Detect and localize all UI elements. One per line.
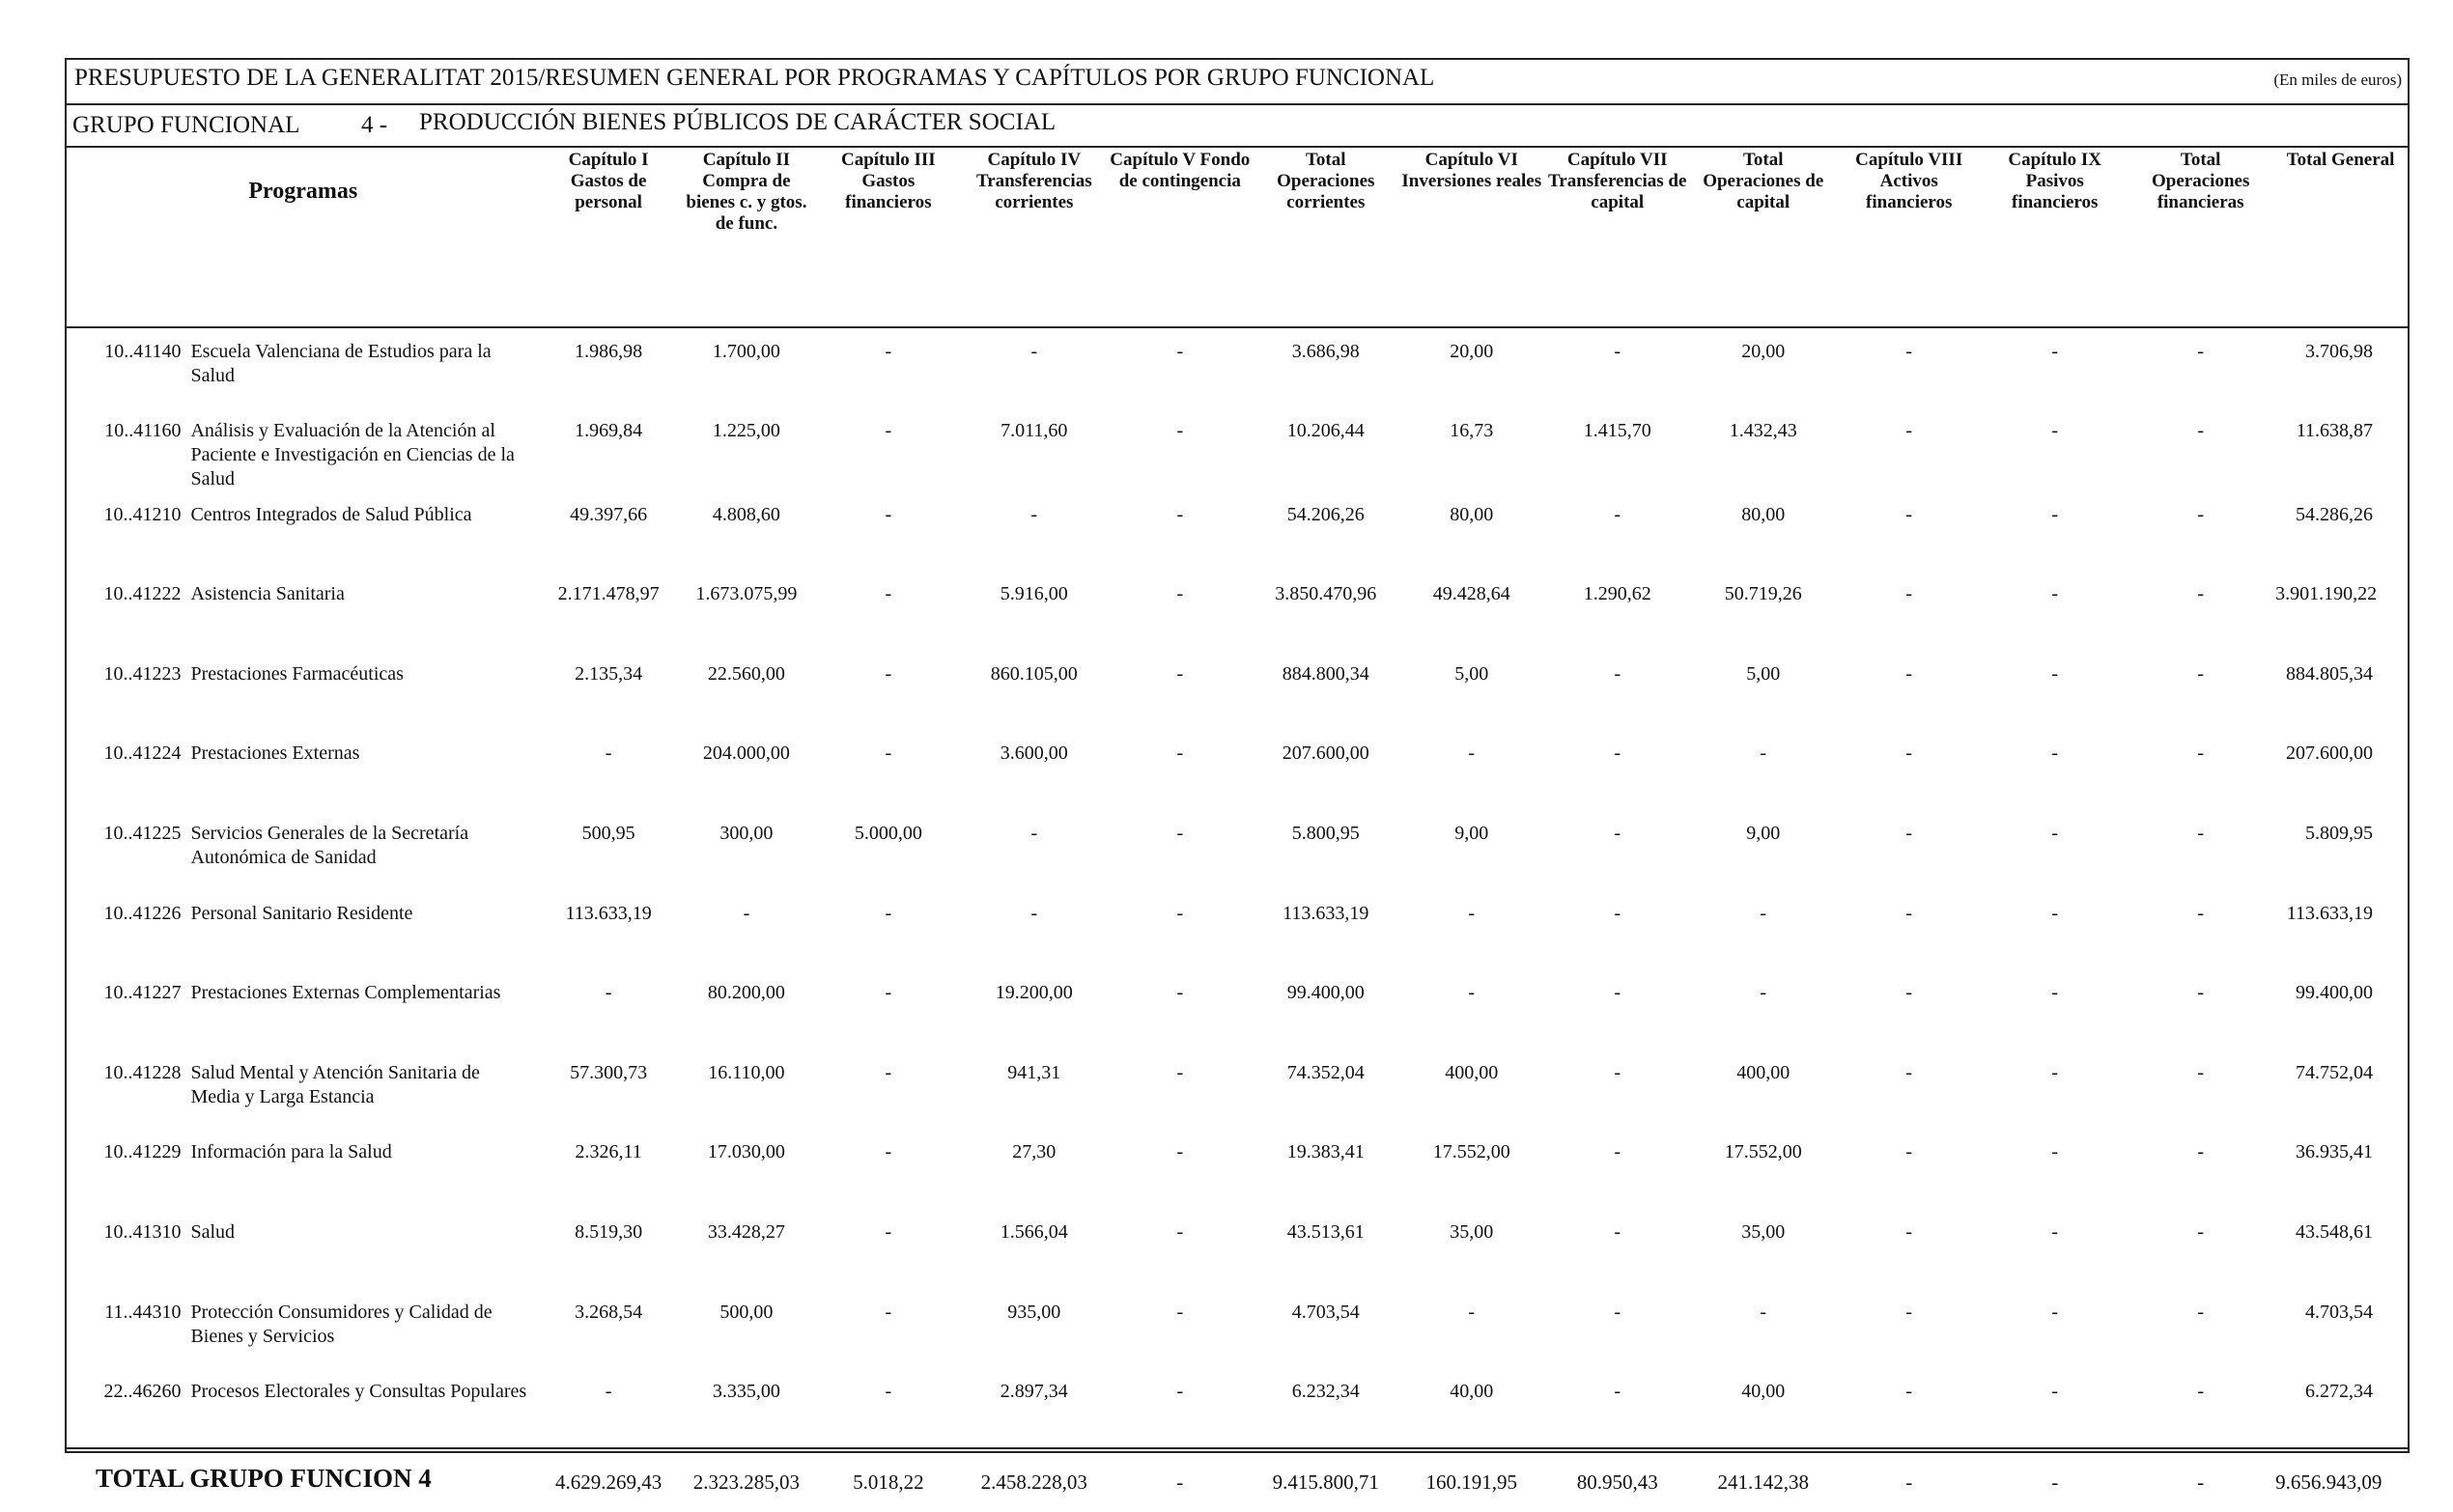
amount-cell: -: [1176, 1220, 1184, 1243]
title-row: [67, 60, 2408, 105]
amount-cell: -: [1905, 1301, 1913, 1323]
amount-cell: -: [1614, 1381, 1621, 1403]
amount-cell: 113.633,19: [565, 902, 652, 924]
amount-cell: -: [1905, 982, 1913, 1004]
amount-cell: 36.935,41: [2296, 1141, 2373, 1163]
amount-cell: 3.600,00: [1000, 742, 1068, 765]
program-code: 10..41310: [103, 1220, 182, 1243]
amount-cell: -: [1614, 1301, 1621, 1323]
amount-cell: -: [605, 982, 612, 1004]
table-row: [67, 491, 2408, 572]
column-header-programas: Programas: [67, 146, 540, 327]
amount-cell: -: [885, 1220, 892, 1243]
amount-cell: 19.200,00: [995, 982, 1073, 1004]
amount-cell: 1.415,70: [1583, 419, 1651, 441]
amount-cell: 207.600,00: [2286, 742, 2373, 765]
amount-cell: -: [2197, 503, 2205, 525]
amount-cell: 3.268,54: [575, 1301, 643, 1323]
amount-cell: -: [1176, 1141, 1184, 1163]
amount-cell: -: [1176, 742, 1184, 765]
amount-cell: 3.686,98: [1291, 341, 1360, 362]
amount-cell: -: [1176, 822, 1184, 844]
amount-cell: 40,00: [1450, 1381, 1494, 1403]
amount-cell: 1.969,84: [575, 419, 643, 441]
amount-cell: 113.633,19: [2286, 902, 2373, 924]
amount-cell: -: [1176, 419, 1184, 441]
functional-group-row: [67, 103, 2408, 148]
amount-cell: -: [1176, 1381, 1184, 1403]
table-row: [67, 1129, 2408, 1209]
amount-cell: 1.225,00: [712, 419, 780, 441]
amount-cell: -: [2051, 1220, 2059, 1243]
amount-cell: 11.638,87: [2296, 419, 2373, 441]
amount-cell: 935,00: [1007, 1301, 1061, 1323]
amount-cell: -: [1030, 822, 1038, 844]
amount-cell: 50.719,26: [1724, 583, 1802, 605]
amount-cell: 2.897,34: [1000, 1381, 1068, 1403]
amount-cell: -: [885, 662, 892, 685]
program-code: 10..41223: [103, 662, 182, 685]
group-label: GRUPO FUNCIONAL: [72, 112, 300, 138]
group-code: 4 -: [361, 112, 388, 138]
amount-cell: -: [1176, 1061, 1184, 1083]
amount-cell: -: [1905, 583, 1913, 605]
amount-cell: -: [2197, 742, 2205, 765]
amount-cell: 17.552,00: [1432, 1141, 1510, 1163]
amount-cell: -: [2051, 1381, 2059, 1403]
amount-cell: -: [2051, 503, 2059, 525]
amount-cell: -: [2051, 1061, 2059, 1083]
amount-cell: -: [885, 902, 892, 924]
amount-cell: 49.397,66: [570, 503, 648, 525]
amount-cell: -: [2197, 583, 2205, 605]
amount-cell: -: [605, 742, 612, 765]
column-header-cap6: Capítulo VI Inversiones reales: [1398, 146, 1544, 327]
amount-cell: 1.673.075,99: [695, 583, 798, 605]
amount-cell: -: [743, 902, 750, 924]
document-title: PRESUPUESTO DE LA GENERALITAT 2015/RESUMEN GENERAL POR PROGRAMAS Y CAPÍTULOS POR GRUPO FUNCIONAL: [74, 65, 1435, 91]
amount-cell: 884.800,34: [1282, 662, 1369, 685]
amount-cell: 80,00: [1450, 503, 1494, 525]
amount-cell: -: [1614, 982, 1621, 1004]
total-row: [67, 1448, 2408, 1512]
amount-cell: 5.000,00: [854, 822, 922, 844]
column-header-total-general: Total General: [2273, 146, 2408, 327]
program-name: Salud: [190, 1220, 236, 1243]
amount-cell: 7.011,60: [1001, 419, 1068, 441]
amount-cell: -: [2197, 822, 2205, 844]
table-header-row: [67, 146, 2408, 327]
program-name: Información para la Salud: [190, 1141, 392, 1163]
amount-cell: 8.519,30: [575, 1220, 643, 1243]
program-code: 10..41210: [103, 503, 182, 525]
amount-cell: -: [1176, 583, 1184, 605]
amount-cell: -: [1176, 503, 1184, 525]
amount-cell: -: [1905, 1141, 1913, 1163]
amount-cell: 5.809,95: [2305, 822, 2373, 844]
amount-cell: -: [1614, 1220, 1621, 1243]
column-header-cap8: Capítulo VIII Activos financieros: [1836, 146, 1982, 327]
amount-cell: -: [2197, 1061, 2205, 1083]
program-name: Servicios Generales de la Secretaría Autonómica de Sanidad: [190, 822, 469, 868]
units-note: (En miles de euros): [2273, 70, 2402, 89]
amount-cell: -: [2197, 419, 2205, 441]
amount-cell: -: [2197, 982, 2205, 1004]
amount-cell: 884.805,34: [2286, 662, 2373, 685]
table-row: [67, 327, 2408, 407]
amount-cell: -: [1468, 902, 1476, 924]
amount-cell: 4.703,54: [2305, 1301, 2373, 1323]
program-name: Análisis y Evaluación de la Atención al Paciente e Investigación en Ciencias de la Salud: [190, 419, 515, 490]
program-code: 10..41227: [103, 982, 182, 1004]
amount-cell: -: [2197, 662, 2205, 685]
total-cell: 9.415.800,71: [1253, 1448, 1398, 1512]
amount-cell: -: [2051, 419, 2059, 441]
program-code: 10..41225: [103, 822, 182, 844]
program-code: 10..41228: [103, 1061, 182, 1083]
total-label: TOTAL GRUPO FUNCION 4: [67, 1448, 540, 1512]
amount-cell: 35,00: [1450, 1220, 1494, 1243]
program-name: Centros Integrados de Salud Pública: [190, 503, 472, 525]
amount-cell: -: [885, 341, 892, 362]
table-row: [67, 1050, 2408, 1130]
amount-cell: 300,00: [719, 822, 774, 844]
total-cell: 4.629.269,43: [540, 1448, 678, 1512]
amount-cell: 5.916,00: [1000, 583, 1068, 605]
amount-cell: -: [1905, 1381, 1913, 1403]
amount-cell: 4.703,54: [1291, 1301, 1360, 1323]
table-row: [67, 1368, 2408, 1448]
amount-cell: 99.400,00: [2296, 982, 2373, 1004]
amount-cell: 5,00: [1746, 662, 1781, 685]
amount-cell: -: [2197, 1301, 2205, 1323]
column-header-cap2: Capítulo II Compra de bienes c. y gtos. de func.: [678, 146, 816, 327]
amount-cell: 80.200,00: [707, 982, 785, 1004]
amount-cell: -: [1468, 742, 1476, 765]
amount-cell: -: [2051, 583, 2059, 605]
amount-cell: 1.432,43: [1729, 419, 1797, 441]
amount-cell: 35,00: [1741, 1220, 1786, 1243]
group-name: PRODUCCIÓN BIENES PÚBLICOS DE CARÁCTER SOCIAL: [419, 109, 1057, 135]
amount-cell: -: [1760, 902, 1767, 924]
amount-cell: 1.290,62: [1583, 583, 1651, 605]
amount-cell: 40,00: [1741, 1381, 1786, 1403]
amount-cell: 113.633,19: [1283, 902, 1369, 924]
amount-cell: 3.850.470,96: [1275, 583, 1377, 605]
amount-cell: 860.105,00: [990, 662, 1078, 685]
amount-cell: -: [2051, 982, 2059, 1004]
amount-cell: 49.428,64: [1432, 583, 1510, 605]
column-header-cap3: Capítulo III Gastos financieros: [815, 146, 961, 327]
program-name: Salud Mental y Atención Sanitaria de Media y Larga Estancia: [190, 1061, 480, 1107]
amount-cell: 80,00: [1741, 503, 1786, 525]
amount-cell: 6.272,34: [2305, 1381, 2373, 1403]
table-row: [67, 651, 2408, 731]
program-name: Prestaciones Externas Complementarias: [190, 982, 501, 1004]
program-code: 10..41140: [104, 341, 182, 362]
program-name: Personal Sanitario Residente: [190, 902, 413, 924]
table-row: [67, 969, 2408, 1050]
amount-cell: 9,00: [1454, 822, 1489, 844]
amount-cell: -: [1030, 902, 1038, 924]
amount-cell: 22.560,00: [707, 662, 785, 685]
amount-cell: -: [1468, 982, 1476, 1004]
program-name: Procesos Electorales y Consultas Populares: [190, 1381, 527, 1403]
total-cell: 5.018,22: [815, 1448, 961, 1512]
amount-cell: -: [2197, 902, 2205, 924]
amount-cell: 2.135,34: [575, 662, 643, 685]
amount-cell: 400,00: [1736, 1061, 1790, 1083]
amount-cell: 3.706,98: [2305, 341, 2373, 362]
amount-cell: 54.206,26: [1286, 503, 1365, 525]
amount-cell: -: [1760, 1301, 1767, 1323]
amount-cell: -: [1030, 341, 1038, 362]
amount-cell: -: [2051, 1301, 2059, 1323]
column-header-total-corrientes: Total Operaciones corrientes: [1253, 146, 1398, 327]
amount-cell: -: [1176, 1301, 1184, 1323]
amount-cell: -: [1614, 822, 1621, 844]
amount-cell: -: [2051, 662, 2059, 685]
program-code: 10..41222: [103, 583, 182, 605]
amount-cell: 9,00: [1746, 822, 1781, 844]
column-header-total-financieras: Total Operaciones financieras: [2128, 146, 2273, 327]
amount-cell: 16.110,00: [708, 1061, 785, 1083]
amount-cell: -: [885, 1381, 892, 1403]
table-row: [67, 890, 2408, 970]
amount-cell: 1.700,00: [712, 341, 780, 362]
column-header-cap9: Capítulo IX Pasivos financieros: [1982, 146, 2128, 327]
column-header-total-capital: Total Operaciones de capital: [1690, 146, 1836, 327]
amount-cell: 500,00: [719, 1301, 774, 1323]
amount-cell: 3.335,00: [712, 1381, 780, 1403]
amount-cell: -: [1905, 503, 1913, 525]
amount-cell: -: [885, 503, 892, 525]
amount-cell: -: [885, 742, 892, 765]
amount-cell: -: [2051, 1141, 2059, 1163]
amount-cell: 4.808,60: [712, 503, 780, 525]
total-cell: 2.458.228,03: [961, 1448, 1107, 1512]
amount-cell: -: [1614, 662, 1621, 685]
amount-cell: -: [1760, 742, 1767, 765]
amount-cell: -: [1614, 1141, 1621, 1163]
amount-cell: 5,00: [1454, 662, 1489, 685]
total-cell: 80.950,43: [1544, 1448, 1690, 1512]
amount-cell: -: [1905, 1220, 1913, 1243]
amount-cell: 57.300,73: [570, 1061, 648, 1083]
amount-cell: -: [885, 583, 892, 605]
column-header-cap4: Capítulo IV Transferencias corrientes: [961, 146, 1107, 327]
amount-cell: 43.548,61: [2296, 1220, 2373, 1243]
total-cell-general: 9.656.943,09: [2273, 1448, 2408, 1512]
program-code: 10..41160: [104, 419, 182, 441]
amount-cell: 204.000,00: [702, 742, 790, 765]
amount-cell: 99.400,00: [1286, 982, 1365, 1004]
table-row: [67, 571, 2408, 651]
amount-cell: 207.600,00: [1282, 742, 1369, 765]
amount-cell: 20,00: [1741, 341, 1786, 362]
amount-cell: -: [1614, 742, 1621, 765]
budget-document: [65, 58, 2410, 1494]
amount-cell: -: [605, 1381, 612, 1403]
amount-cell: 941,31: [1007, 1061, 1061, 1083]
amount-cell: -: [885, 982, 892, 1004]
amount-cell: -: [2197, 1141, 2205, 1163]
amount-cell: -: [1905, 822, 1913, 844]
program-name: Prestaciones Externas: [190, 742, 360, 765]
amount-cell: -: [1176, 902, 1184, 924]
amount-cell: 2.171.478,97: [557, 583, 660, 605]
program-name: Escuela Valenciana de Estudios para la Salud: [190, 341, 492, 386]
amount-cell: 6.232,34: [1291, 1381, 1360, 1403]
table-row: [67, 407, 2408, 491]
amount-cell: 74.752,04: [2296, 1061, 2373, 1083]
column-header-cap5: Capítulo V Fondo de contingencia: [1107, 146, 1253, 327]
amount-cell: -: [885, 1301, 892, 1323]
program-code: 10..41229: [103, 1141, 182, 1163]
column-header-cap7: Capítulo VII Transferencias de capital: [1544, 146, 1690, 327]
amount-cell: -: [1176, 662, 1184, 685]
amount-cell: -: [1614, 341, 1621, 362]
amount-cell: -: [1614, 503, 1621, 525]
table-row: [67, 1209, 2408, 1289]
amount-cell: 400,00: [1445, 1061, 1499, 1083]
amount-cell: -: [1905, 662, 1913, 685]
amount-cell: 17.030,00: [707, 1141, 785, 1163]
amount-cell: 500,95: [581, 822, 635, 844]
amount-cell: -: [1614, 1061, 1621, 1083]
program-name: Prestaciones Farmacéuticas: [190, 662, 404, 685]
program-name: Protección Consumidores y Calidad de Bienes y Servicios: [190, 1301, 493, 1347]
amount-cell: -: [1030, 503, 1038, 525]
total-cell: 160.191,95: [1398, 1448, 1544, 1512]
amount-cell: 33.428,27: [707, 1220, 785, 1243]
amount-cell: -: [2051, 742, 2059, 765]
amount-cell: 74.352,04: [1286, 1061, 1365, 1083]
amount-cell: -: [2197, 1220, 2205, 1243]
amount-cell: -: [1905, 341, 1913, 362]
program-code: 11..44310: [104, 1301, 182, 1323]
total-cell: -: [1107, 1448, 1253, 1512]
amount-cell: 43.513,61: [1286, 1220, 1365, 1243]
amount-cell: -: [1905, 902, 1913, 924]
amount-cell: 17.552,00: [1724, 1141, 1802, 1163]
amount-cell: 20,00: [1450, 341, 1494, 362]
amount-cell: -: [2197, 341, 2205, 362]
amount-cell: 2.326,11: [575, 1141, 642, 1163]
amount-cell: -: [1760, 982, 1767, 1004]
amount-cell: -: [1176, 341, 1184, 362]
table-row: [67, 730, 2408, 810]
amount-cell: -: [885, 1061, 892, 1083]
program-code: 22..46260: [103, 1381, 182, 1403]
amount-cell: -: [2051, 822, 2059, 844]
amount-cell: -: [1468, 1301, 1476, 1323]
program-code: 10..41226: [103, 902, 182, 924]
amount-cell: 1.986,98: [575, 341, 643, 362]
amount-cell: 16,73: [1450, 419, 1494, 441]
amount-cell: 54.286,26: [2296, 503, 2373, 525]
total-cell: -: [1982, 1448, 2128, 1512]
amount-cell: -: [1905, 742, 1913, 765]
amount-cell: -: [2051, 341, 2059, 362]
column-header-cap1: Capítulo I Gastos de personal: [540, 146, 678, 327]
amount-cell: 5.800,95: [1291, 822, 1360, 844]
program-name: Asistencia Sanitaria: [190, 583, 345, 605]
total-cell: -: [1836, 1448, 1982, 1512]
total-cell: 2.323.285,03: [678, 1448, 816, 1512]
amount-cell: 1.566,04: [1000, 1220, 1068, 1243]
amount-cell: -: [2051, 902, 2059, 924]
total-cell: -: [2128, 1448, 2273, 1512]
amount-cell: 3.901.190,22: [2275, 583, 2378, 605]
amount-cell: -: [2197, 1381, 2205, 1403]
amount-cell: 19.383,41: [1286, 1141, 1365, 1163]
amount-cell: 27,30: [1012, 1141, 1057, 1163]
table-row: [67, 1289, 2408, 1369]
table-row: [67, 810, 2408, 890]
amount-cell: -: [1905, 419, 1913, 441]
total-cell: 241.142,38: [1690, 1448, 1836, 1512]
amount-cell: -: [1614, 902, 1621, 924]
budget-table: [67, 146, 2408, 1512]
amount-cell: -: [885, 419, 892, 441]
program-code: 10..41224: [103, 742, 182, 765]
amount-cell: -: [1905, 1061, 1913, 1083]
amount-cell: -: [1176, 982, 1184, 1004]
amount-cell: 10.206,44: [1286, 419, 1365, 441]
amount-cell: -: [885, 1141, 892, 1163]
